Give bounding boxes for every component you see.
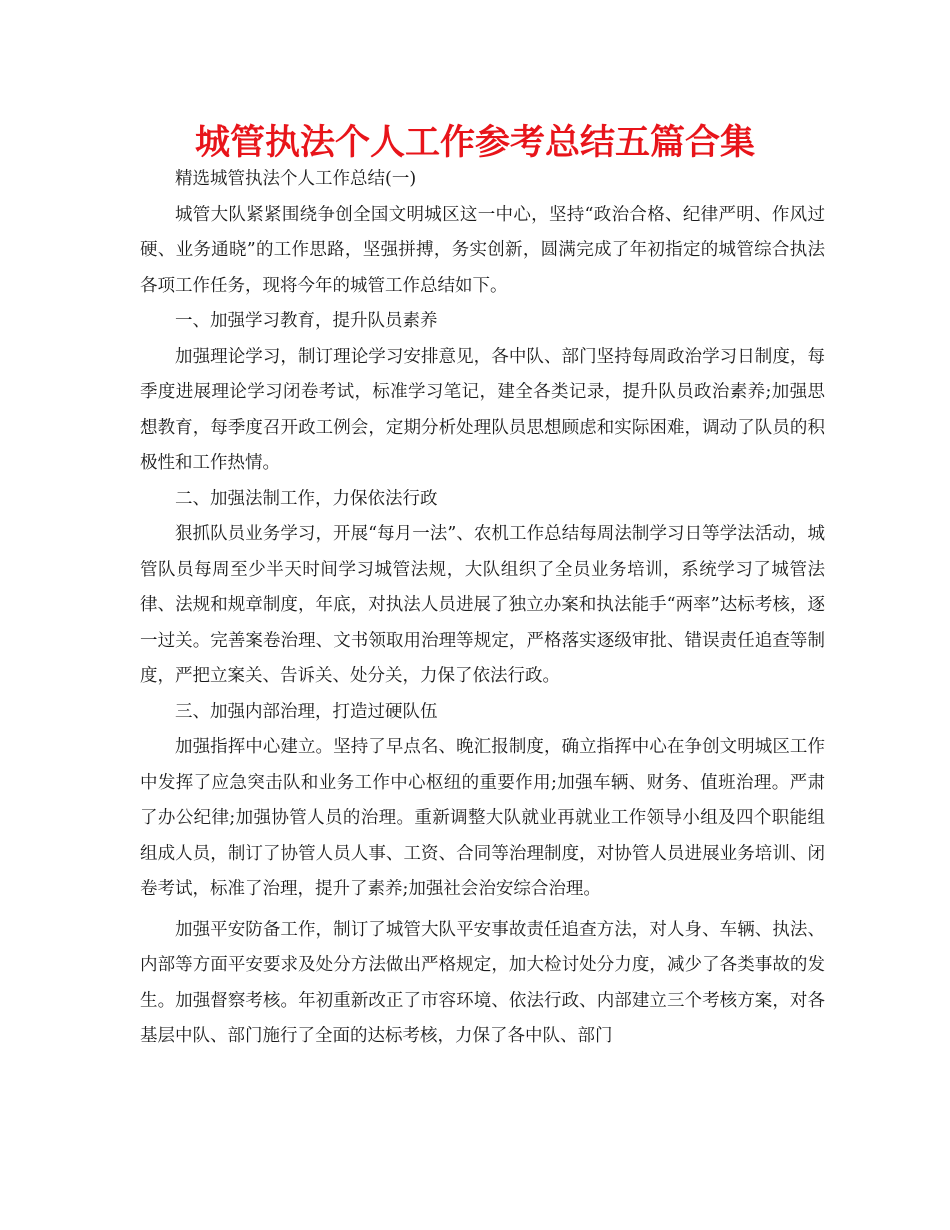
- body-paragraph: 加强理论学习，制订理论学习安排意见，各中队、部门坚持每周政治学习日制度，每季度进展理论学习闭卷考试，标准学习笔记，建全各类记录，提升队员政治素养;加强思想教育，每季度召开政工例会，定期分析处理队员思想顾虑和实际困难，调动了队员的积极性和工作热情。: [140, 346, 825, 473]
- document-body: [140, 162, 825, 1055]
- body-paragraph: 加强指挥中心建立。坚持了早点名、晚汇报制度，确立指挥中心在争创文明城区工作中发挥了应急突击队和业务工作中心枢纽的重要作用;加强车辆、财务、值班治理。严肃了办公纪律;加强协管人员的治理。重新调整大队就业再就业工作领导小组及四个职能组组成人员，制订了协管人员人事、工资、合同等治理制度，对协管人员进展业务培训、闭卷考试，标准了治理，提升了素养;加强社会治安综合治理。: [140, 737, 825, 899]
- document-title: 城管执法个人工作参考总结五篇合集: [194, 123, 755, 163]
- body-paragraph: 狠抓队员业务学习，开展“每月一法”、农机工作总结每周法制学习日等学法活动，城管队员每周至少半天时间学习城管法规，大队组织了全员业务培训，系统学习了城管法律、法规和规章制度，年底，对执法人员进展了独立办案和执法能手“两率”达标考核，逐一过关。完善案卷治理、文书领取用治理等规定，严格落实逐级审批、错误责任追查等制度，严把立案关、告诉关、处分关，力保了依法行政。: [140, 524, 825, 686]
- body-paragraph: 城管大队紧紧围绕争创全国文明城区这一中心，坚持“政治合格、纪律严明、作风过硬、业务通晓”的工作思路，坚强拼搏，务实创新，圆满完成了年初指定的城管综合执法各项工作任务，现将今年的城管工作总结如下。: [140, 204, 825, 296]
- section-heading: 二、加强法制工作，力保依法行政: [175, 488, 438, 509]
- section-heading: 三、加强内部治理，打造过硬队伍: [175, 701, 438, 722]
- body-paragraph: 加强平安防备工作，制订了城管大队平安事故责任追查方法，对人身、车辆、执法、内部等方面平安要求及处分方法做出严格规定，加大检讨处分力度，减少了各类事故的发生。加强督察考核。年初重新改正了市容环境、依法行政、内部建立三个考核方案，对各基层中队、部门施行了全面的达标考核，力保了各中队、部门: [140, 919, 825, 1046]
- section-heading: 精选城管执法个人工作总结(一): [175, 169, 417, 189]
- section-heading: 一、加强学习教育，提升队员素养: [175, 311, 438, 331]
